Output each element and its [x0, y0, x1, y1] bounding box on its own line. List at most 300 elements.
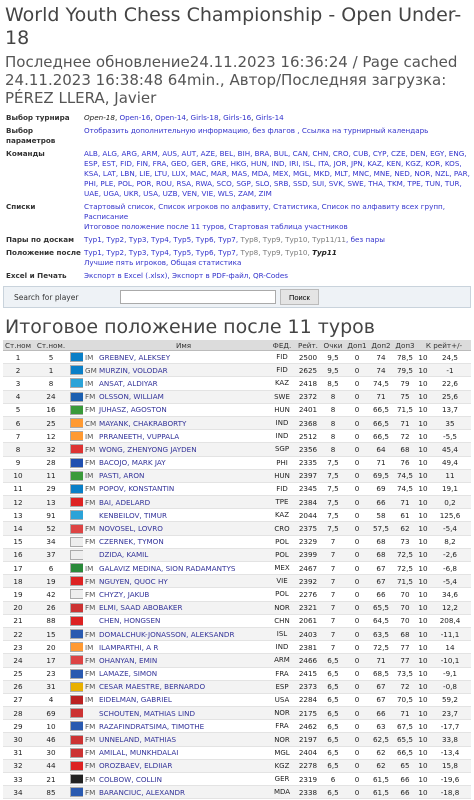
cell-title: FM: [83, 773, 98, 786]
table-row[interactable]: [3, 733, 471, 746]
player-name-link[interactable]: OHANYAN, EMIN: [98, 654, 269, 667]
player-name-link[interactable]: COLBOW, COLLIN: [98, 773, 269, 786]
table-row[interactable]: [3, 403, 471, 416]
player-name-link[interactable]: DZIDA, KAMIL: [98, 548, 269, 561]
teams-link-list[interactable]: ALB, ALG, ARG, ARM, AUS, AUT, AZE, BEL, BIH, BRA, BUL, CAN, CHN, CRO, CUB, CYP, CZE, DEN, EGY, ENG, ESP, EST, FID, FIN, FRA, GEO, GER, GRE, HKG, HUN, IND, IRI, ISL, ITA, JOR, JPN, KAZ, KEN, KGZ, KOR, KOS, KSA, LAT, LBN, LIE, LTU, LUX, MAC, MAR, MAS, MDA, MEX, MGL, MKD, MLT, MNC, MNE, NED, NOR, NZL, PAR, PHI, PLE, POL, POR, ROU, RSA, RWA, SCO, SGP, SLO, SRB, SSD, SUI, SVK, SWE, THA, TKM, TPE, TUN, TUR, UAE, UGA, UKR, USA, UZB, VEN, VIE, WLS, ZAM, ZIM: [84, 149, 470, 198]
cell-rc: 10: [417, 720, 429, 733]
cell-tb2: 68: [369, 535, 393, 548]
cell-tb1: 0: [345, 548, 369, 561]
cell-fed: FRA: [269, 720, 295, 733]
player-name-link[interactable]: CHEN, HONGSEN: [98, 614, 269, 627]
cell-fed: POL: [269, 548, 295, 561]
cell-title: IM: [83, 469, 98, 482]
cell-fed: KAZ: [269, 377, 295, 390]
cell-rc: 10: [417, 680, 429, 693]
cell-rk: 19: [3, 588, 33, 601]
page-title: World Youth Chess Championship - Open Under-18: [5, 4, 462, 49]
table-row[interactable]: [3, 667, 471, 680]
cell-sno: 21: [33, 773, 69, 786]
cell-k: 14: [429, 641, 471, 654]
cell-rk: 30: [3, 733, 33, 746]
cell-rk: 8: [3, 443, 33, 456]
cell-k: 49,4: [429, 456, 471, 469]
cell-tb1: 0: [345, 456, 369, 469]
cell-sno: 26: [33, 601, 69, 614]
cell-rtg: 2381: [295, 641, 321, 654]
table-row[interactable]: [3, 746, 471, 759]
table-row[interactable]: [3, 601, 471, 614]
cell-rtg: 2278: [295, 759, 321, 772]
table-row[interactable]: [3, 693, 471, 706]
table-row[interactable]: [3, 535, 471, 548]
cell-tb2: 72,5: [369, 641, 393, 654]
cell-pts: 7: [321, 575, 345, 588]
cell-rtg: 2044: [295, 509, 321, 522]
table-row[interactable]: [3, 773, 471, 786]
cell-title: IM: [83, 641, 98, 654]
player-name-link[interactable]: MAYANK, CHAKRABORTY: [98, 416, 269, 429]
position-extra-links[interactable]: Лучшие пять игроков, Общая статистика: [84, 258, 242, 267]
flag-icon: [70, 365, 83, 375]
cell-rk: 31: [3, 746, 33, 759]
info-label-teams: Команды: [6, 149, 45, 158]
player-name-link[interactable]: GALAVIZ MEDINA, SION RADAMANTYS: [98, 562, 269, 575]
cell-sno: 30: [33, 746, 69, 759]
cell-rc: 10: [417, 562, 429, 575]
cell-title: IM: [83, 377, 98, 390]
player-name-link[interactable]: OLSSON, WILLIAM: [98, 390, 269, 403]
cell-tb3: 68: [393, 443, 417, 456]
flag-icon: [70, 378, 83, 388]
cell-rtg: 2368: [295, 416, 321, 429]
cell-title: FM: [83, 601, 98, 614]
cell-rc: 10: [417, 693, 429, 706]
lists-links-2[interactable]: Итоговое положение после 11 туров, Стартовая таблица участников: [84, 222, 348, 231]
cell-sno: 11: [33, 469, 69, 482]
player-name-link[interactable]: NGUYEN, QUOC HY: [98, 575, 269, 588]
cell-tb1: 0: [345, 522, 369, 535]
cell-rtg: 2373: [295, 680, 321, 693]
cell-fed: ARM: [269, 654, 295, 667]
cell-k: 15,8: [429, 759, 471, 772]
cell-rtg: 2625: [295, 364, 321, 377]
cell-fed: NOR: [269, 601, 295, 614]
cell-tb1: 0: [345, 562, 369, 575]
cell-sno: 4: [33, 693, 69, 706]
cell-rtg: 2384: [295, 496, 321, 509]
cell-tb3: 71: [393, 416, 417, 429]
cell-rk: 1: [3, 351, 33, 364]
cell-tb1: 0: [345, 733, 369, 746]
cell-tb3: 72: [393, 430, 417, 443]
cell-rc: 10: [417, 627, 429, 640]
cell-pts: 9,5: [321, 364, 345, 377]
cell-rk: 20: [3, 601, 33, 614]
cell-pts: 7,5: [321, 469, 345, 482]
cell-sno: 91: [33, 509, 69, 522]
cell-tb3: 75: [393, 390, 417, 403]
player-name-link[interactable]: PASTI, ARON: [98, 469, 269, 482]
info-label-params: Выбор параметров: [6, 126, 56, 145]
player-name-link[interactable]: CHYZY, JAKUB: [98, 588, 269, 601]
table-row[interactable]: [3, 680, 471, 693]
table-row[interactable]: [3, 627, 471, 640]
cell-fed: VIE: [269, 575, 295, 588]
cell-k: 34,6: [429, 588, 471, 601]
cell-rc: 10: [417, 548, 429, 561]
cell-k: -6,8: [429, 562, 471, 575]
table-row[interactable]: [3, 759, 471, 772]
cell-rk: 21: [3, 614, 33, 627]
cell-tb2: 71: [369, 654, 393, 667]
cell-sno: 1: [33, 364, 69, 377]
cell-title: [83, 509, 98, 522]
table-row[interactable]: [3, 522, 471, 535]
col-name[interactable]: Имя: [98, 340, 269, 351]
export-links[interactable]: Экспорт в Excel (.xlsx), Экспорт в PDF-файл, QR-Codes: [84, 271, 289, 280]
cell-tb3: 74,5: [393, 469, 417, 482]
player-name-link[interactable]: UNNELAND, MATHIAS: [98, 733, 269, 746]
table-row[interactable]: [3, 351, 471, 364]
cell-rc: 10: [417, 403, 429, 416]
cell-tb1: 0: [345, 707, 369, 720]
cell-tb2: 74,5: [369, 377, 393, 390]
player-name-link[interactable]: SCHOUTEN, MATHIAS LIND: [98, 707, 269, 720]
flag-icon: [70, 721, 83, 731]
table-row[interactable]: [3, 377, 471, 390]
player-name-link[interactable]: GREBNEV, ALEKSEY: [98, 351, 269, 364]
cell-tb3: 62: [393, 522, 417, 535]
flag-icon: [70, 695, 83, 705]
cell-tb1: 0: [345, 746, 369, 759]
player-name-link[interactable]: RAZAFINDRATSIMA, TIMOTHE: [98, 720, 269, 733]
cell-rc: 10: [417, 588, 429, 601]
position-round-grey: Тур8, Тур9, Тур10,: [240, 248, 310, 257]
cell-rtg: 2415: [295, 667, 321, 680]
cell-tb3: 70: [393, 588, 417, 601]
cell-k: 12,2: [429, 601, 471, 614]
table-row[interactable]: [3, 614, 471, 627]
player-name-link[interactable]: WONG, ZHENYONG JAYDEN: [98, 443, 269, 456]
cell-tb1: 0: [345, 773, 369, 786]
cell-rtg: 2512: [295, 430, 321, 443]
pairs-bye-link[interactable]: , без пары: [346, 235, 385, 244]
cell-sno: 88: [33, 614, 69, 627]
flag-icon: [70, 537, 83, 547]
cell-pts: 6,5: [321, 707, 345, 720]
cell-rk: 24: [3, 654, 33, 667]
table-row[interactable]: [3, 548, 471, 561]
cell-rk: 13: [3, 509, 33, 522]
player-name-link[interactable]: BARANCIUC, ALEXANDR: [98, 786, 269, 799]
player-name-link[interactable]: BAI, ADELARD: [98, 496, 269, 509]
col-start-no[interactable]: Ст.ном.: [33, 340, 69, 351]
col-tb2[interactable]: Доп2: [369, 340, 393, 351]
cell-rk: 25: [3, 667, 33, 680]
cell-rtg: 2466: [295, 654, 321, 667]
cell-tb1: 0: [345, 693, 369, 706]
cell-tb3: 72: [393, 680, 417, 693]
cell-rtg: 2462: [295, 720, 321, 733]
cell-k: -17,7: [429, 720, 471, 733]
player-name-link[interactable]: ELMI, SAAD ABOBAKER: [98, 601, 269, 614]
tournament-link[interactable]: Girls-14: [255, 113, 284, 122]
flag-icon: [70, 735, 83, 745]
cell-tb2: 66,5: [369, 430, 393, 443]
cell-rtg: 2418: [295, 377, 321, 390]
cell-rk: 17: [3, 562, 33, 575]
cell-title: [83, 548, 98, 561]
flag-icon: [70, 708, 83, 718]
cell-tb3: 65,5: [393, 733, 417, 746]
cell-title: FM: [83, 733, 98, 746]
tournament-link[interactable]: Girls-18: [190, 113, 219, 122]
player-name-link[interactable]: POPOV, KONSTANTIN: [98, 482, 269, 495]
flag-icon: [70, 352, 83, 362]
cell-sno: 46: [33, 733, 69, 746]
cell-tb1: 0: [345, 720, 369, 733]
cell-pts: 7: [321, 548, 345, 561]
cell-rc: 10: [417, 364, 429, 377]
tournament-link[interactable]: Girls-16: [223, 113, 252, 122]
cell-rc: 10: [417, 390, 429, 403]
player-name-link[interactable]: CZERNEK, TYMON: [98, 535, 269, 548]
cell-rk: 5: [3, 403, 33, 416]
cell-fed: POL: [269, 588, 295, 601]
cell-fed: HUN: [269, 403, 295, 416]
table-row[interactable]: [3, 786, 471, 799]
cell-tb3: 65: [393, 759, 417, 772]
cell-sno: 52: [33, 522, 69, 535]
flag-icon: [70, 458, 83, 468]
cell-pts: 7,5: [321, 522, 345, 535]
cell-sno: 5: [33, 351, 69, 364]
player-name-link[interactable]: MURZIN, VOLODAR: [98, 364, 269, 377]
flag-icon: [70, 510, 83, 520]
cell-pts: 7,5: [321, 496, 345, 509]
player-name-link[interactable]: DOMALCHUK-JONASSON, ALEKSANDR: [98, 627, 269, 640]
cell-fed: CRO: [269, 522, 295, 535]
cell-rk: 22: [3, 627, 33, 640]
cell-title: FM: [83, 667, 98, 680]
col-fed[interactable]: ФЕД.: [269, 340, 295, 351]
player-name-link[interactable]: JUHASZ, AGOSTON: [98, 403, 269, 416]
cell-title: FM: [83, 627, 98, 640]
player-name-link[interactable]: LAMAZE, SIMON: [98, 667, 269, 680]
cell-tb1: 0: [345, 786, 369, 799]
table-row[interactable]: [3, 482, 471, 495]
player-name-link[interactable]: ILAMPARTHI, A R: [98, 641, 269, 654]
cell-fed: HUN: [269, 469, 295, 482]
cell-title: FM: [83, 654, 98, 667]
cell-tb1: 0: [345, 509, 369, 522]
cell-rc: 10: [417, 786, 429, 799]
cell-rtg: 2404: [295, 746, 321, 759]
col-points[interactable]: Очки: [321, 340, 345, 351]
cell-k: -9,1: [429, 667, 471, 680]
cell-tb2: 67: [369, 693, 393, 706]
player-name-link[interactable]: NOVOSEL, LOVRO: [98, 522, 269, 535]
table-row[interactable]: [3, 443, 471, 456]
table-row[interactable]: [3, 588, 471, 601]
cell-tb2: 74: [369, 364, 393, 377]
table-row[interactable]: [3, 456, 471, 469]
cell-rc: 10: [417, 654, 429, 667]
table-row[interactable]: [3, 469, 471, 482]
cell-tb2: 61,5: [369, 786, 393, 799]
flag-icon: [70, 497, 83, 507]
cell-pts: 8: [321, 403, 345, 416]
cell-rk: 32: [3, 759, 33, 772]
cell-fed: ISL: [269, 627, 295, 640]
cell-k: -19,6: [429, 773, 471, 786]
flag-icon: [70, 682, 83, 692]
cell-rtg: 2356: [295, 443, 321, 456]
col-rating[interactable]: Рейт.: [295, 340, 321, 351]
table-row[interactable]: [3, 509, 471, 522]
flag-icon: [70, 405, 83, 415]
table-row[interactable]: [3, 496, 471, 509]
cell-tb2: 66,5: [369, 403, 393, 416]
cell-title: FM: [83, 443, 98, 456]
cell-pts: 6,5: [321, 746, 345, 759]
cell-tb3: 79: [393, 377, 417, 390]
cell-k: 35: [429, 416, 471, 429]
table-row[interactable]: [3, 364, 471, 377]
cell-fed: IND: [269, 641, 295, 654]
table-row[interactable]: [3, 575, 471, 588]
table-row[interactable]: [3, 430, 471, 443]
player-name-link[interactable]: OROZBAEV, ELDIIAR: [98, 759, 269, 772]
cell-rk: 15: [3, 535, 33, 548]
cell-tb3: 77: [393, 641, 417, 654]
flag-icon: [70, 616, 83, 626]
flag-icon: [70, 576, 83, 586]
table-row[interactable]: [3, 654, 471, 667]
cell-sno: 13: [33, 496, 69, 509]
search-button[interactable]: Поиск: [280, 289, 319, 305]
player-name-link[interactable]: CESAR MAESTRE, BERNARDO: [98, 680, 269, 693]
cell-tb3: 67,5: [393, 720, 417, 733]
tournament-link[interactable]: Open-16: [119, 113, 151, 122]
cell-rtg: 2284: [295, 693, 321, 706]
cell-k: 8,2: [429, 535, 471, 548]
tournament-selector: Open-18, Open-16, Open-14, Girls-18, Girls-16, Girls-14: [84, 113, 284, 122]
player-name-link[interactable]: AMILAL, MUNKHDALAI: [98, 746, 269, 759]
cell-rk: 28: [3, 707, 33, 720]
flag-icon: [70, 642, 83, 652]
pairs-round-links[interactable]: Тур1, Тур2, Тур3, Тур4, Тур5, Тур6, Тур7,: [84, 235, 239, 244]
cell-sno: 20: [33, 641, 69, 654]
cell-k: 13,7: [429, 403, 471, 416]
cell-rk: 9: [3, 456, 33, 469]
cell-k: 125,6: [429, 509, 471, 522]
cell-title: [83, 707, 98, 720]
table-row[interactable]: [3, 390, 471, 403]
cell-rk: 7: [3, 430, 33, 443]
cell-rc: 10: [417, 522, 429, 535]
cell-tb2: 69: [369, 482, 393, 495]
table-row[interactable]: [3, 416, 471, 429]
cell-tb2: 68,5: [369, 667, 393, 680]
cell-title: FM: [83, 588, 98, 601]
player-name-link[interactable]: BACOJO, MARK JAY: [98, 456, 269, 469]
cell-title: IM: [83, 430, 98, 443]
cell-pts: 7: [321, 588, 345, 601]
cell-rc: 10: [417, 773, 429, 786]
cell-tb2: 66: [369, 707, 393, 720]
tournament-links: Open-16, Open-14, Girls-18, Girls-16, Girls-14: [119, 113, 284, 122]
cell-k: 22,6: [429, 377, 471, 390]
col-tb1[interactable]: Доп1: [345, 340, 369, 351]
cell-tb1: 0: [345, 469, 369, 482]
search-input[interactable]: [120, 290, 276, 304]
cell-tb3: 73,5: [393, 667, 417, 680]
cell-tb3: 66: [393, 786, 417, 799]
cell-title: IM: [83, 693, 98, 706]
flag-icon: [70, 444, 83, 454]
cell-tb2: 67: [369, 680, 393, 693]
cell-tb1: 0: [345, 496, 369, 509]
cell-rk: 2: [3, 364, 33, 377]
player-name-link[interactable]: KENBEILOV, TIMUR: [98, 509, 269, 522]
cell-sno: 15: [33, 627, 69, 640]
col-rank[interactable]: Ст.ном: [4, 340, 31, 350]
table-row[interactable]: [3, 641, 471, 654]
tournament-link[interactable]: Open-14: [155, 113, 186, 122]
player-name-link[interactable]: EIDELMAN, GABRIEL: [98, 693, 269, 706]
col-krating[interactable]: К рейт+/-: [417, 340, 471, 351]
cell-title: FM: [83, 746, 98, 759]
flag-icon: [70, 655, 83, 665]
table-row[interactable]: [3, 720, 471, 733]
params-link[interactable]: Отобразить дополнительную информацию, без флагов , Ссылка на турнирный календарь: [84, 126, 429, 135]
col-tb3[interactable]: Доп3: [393, 340, 417, 351]
update-line: Последнее обновление24.11.2023 16:36:24 / Page cached 24.11.2023 16:38:48 64min., Автор/Последняя загрузка: PÉREZ LLERA, Javier: [5, 53, 458, 107]
cell-sno: 31: [33, 680, 69, 693]
table-row[interactable]: [3, 707, 471, 720]
cell-k: 208,4: [429, 614, 471, 627]
cell-rc: 10: [417, 509, 429, 522]
cell-k: -13,4: [429, 746, 471, 759]
cell-fed: TPE: [269, 496, 295, 509]
cell-tb1: 0: [345, 364, 369, 377]
lists-links[interactable]: Стартовый список, Список игроков по алфавиту, Статистика, Список по алфавиту всех групп, Расписание: [84, 202, 446, 221]
player-name-link[interactable]: PRRANEETH, VUPPALA: [98, 430, 269, 443]
cell-tb1: 0: [345, 614, 369, 627]
table-row[interactable]: [3, 562, 471, 575]
cell-tb2: 68: [369, 548, 393, 561]
flag-icon: [70, 418, 83, 428]
cell-k: -10,1: [429, 654, 471, 667]
cell-sno: 44: [33, 759, 69, 772]
cell-rtg: 2401: [295, 403, 321, 416]
cell-pts: 6,5: [321, 720, 345, 733]
player-name-link[interactable]: ANSAT, ALDIYAR: [98, 377, 269, 390]
cell-tb3: 68: [393, 627, 417, 640]
cell-tb2: 62,5: [369, 733, 393, 746]
cell-tb2: 64,5: [369, 614, 393, 627]
cell-rk: 27: [3, 693, 33, 706]
cell-rc: 10: [417, 456, 429, 469]
cell-tb2: 71: [369, 456, 393, 469]
flag-icon: [70, 761, 83, 771]
cell-rc: 10: [417, 377, 429, 390]
cell-rtg: 2276: [295, 588, 321, 601]
position-round-links[interactable]: Тур1, Тур2, Тур3, Тур4, Тур5, Тур6, Тур7,: [84, 248, 239, 257]
flag-icon: [70, 484, 83, 494]
cell-tb1: 0: [345, 403, 369, 416]
